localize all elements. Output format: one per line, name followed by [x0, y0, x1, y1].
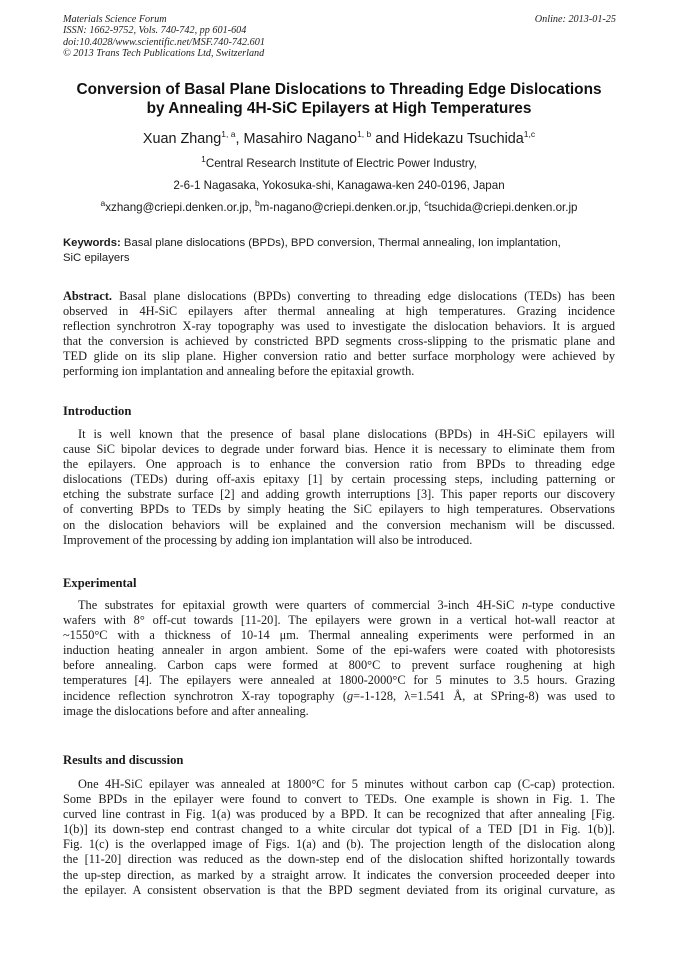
abstract: Abstract. Basal plane dislocations (BPDs) converting to threading edge dislocations (TEDs) has been observed in 4H-SiC epilayers after thermal annealing at high temperatures. Grazing incidence reflection synchrotron X-ray topography was used to investigate the dislocation behaviors. It is argued that the conversion is achieved by constricted BPD segments cross-slipping to the prismatic plane and TED glide on its slip plane. Higher conversion ratio and better surface morphology were achieved by performing ion implantation and annealing before the epitaxial growth.: [63, 289, 615, 379]
author-emails: $^a$xzhang@criepi.denken.or.jp, $^b$m-nagano@criepi.denken.or.jp, $^c$tsuchida@criepi.denken.or.jp: [100, 198, 578, 214]
author-list: [40, 130, 638, 148]
email-link[interactable]: m-nagano@criepi.denken.or.jp,: [259, 201, 425, 214]
journal-issn: ISSN: 1662-9752, Vols. 740-742, pp 601-604: [63, 25, 247, 37]
email-link[interactable]: xzhang@criepi.denken.or.jp,: [105, 201, 255, 214]
author-affil-marker: 1,c: [523, 129, 536, 140]
paper-title: [40, 81, 638, 119]
results-body: One 4H-SiC epilayer was annealed at 1800°C for 5 minutes without carbon cap (C-cap) protection. Some BPDs in the epilayer were found to convert to TEDs. One example is shown in Fig. 1. The curved line contrast in Fig. 1(a) was produced by a BPD. It can be recognized that after annealing [Fig. 1(b)] its down-step end contrast changed to a white circular dot typical of a TED [D1 in Fig. 1(b)]. Fig. 1(c) is the overlapped image of Figs. 1(a) and (b). The projection length of the dislocation along the [11-20] direction was reduced as the down-step end of the dislocation shifted horizontally towards the up-step direction, as marked by a straight arrow. It indicates the conversion proceeded deeper into the epilayer. A consistent observation is that the BPD segment deviated from its original curvature, as: [63, 777, 615, 897]
affiliation-institute: $^1$Central Research Institute of Electric Power Industry,: [201, 154, 477, 170]
author-affil-marker: 1, a: [221, 129, 236, 140]
author-name: Hidekazu Tsuchida: [403, 131, 524, 147]
journal-doi[interactable]: doi:10.4028/www.scientific.net/MSF.740-742.601: [63, 36, 265, 48]
keywords: [63, 236, 619, 266]
journal-name: Materials Science Forum: [63, 14, 167, 25]
keywords-line-2: SiC epilayers: [63, 252, 130, 264]
keywords-line-1: Basal plane dislocations (BPDs), BPD conversion, Thermal annealing, Ion implantation,: [123, 237, 561, 249]
affil-marker: 1: [201, 154, 206, 165]
author-name: Xuan Zhang: [142, 131, 222, 147]
experimental-body: The substrates for epitaxial growth were quarters of commercial 3-inch 4H-SiC n-type conductive wafers with 8° off-cut towards [11-20]. The epilayers were grown in a vertical hot-wall reactor at ~1550°C with a thickness of 10-14 μm. Thermal annealing experiments were performed in an induction heating annealer in argon ambient. Some of the epi-wafers were coated with photoresists before annealing. Carbon caps were formed at 800°C to prevent surface roughening at high temperatures [4]. The epilayers were annealed at 1800-2000°C for 5 minutes to 3.5 hours. Grazing incidence reflection synchrotron X-ray topography (g=-1-128, λ=1.541 Å, at SPring-8) was used to image the dislocations before and after annealing.: [63, 598, 616, 718]
author-separator: ,: [235, 131, 244, 147]
journal-info: [63, 14, 616, 60]
author-separator: and: [371, 131, 404, 147]
email-link[interactable]: tsuchida@criepi.denken.or.jp: [428, 201, 578, 214]
abstract-label: Abstract.: [63, 289, 113, 303]
author-name: Masahiro Nagano: [243, 131, 358, 147]
section-heading-introduction: Introduction: [63, 404, 132, 418]
journal-copyright: © 2013 Trans Tech Publications Ltd, Switzerland: [63, 48, 265, 60]
author-affil-marker: 1, b: [357, 129, 372, 140]
title-line-2: by Annealing 4H-SiC Epilayers at High Temperatures: [146, 99, 532, 117]
section-heading-results: Results and discussion: [63, 753, 184, 767]
journal-header: [63, 14, 616, 60]
online-date: Online: 2013-01-25: [534, 14, 616, 25]
title-line-1: Conversion of Basal Plane Dislocations to Threading Edge Dislocations: [76, 81, 602, 98]
affiliation-address: 2-6-1 Nagasaka, Yokosuka-shi, Kanagawa-ken 240-0196, Japan: [173, 179, 505, 192]
section-heading-experimental: Experimental: [63, 576, 137, 590]
keywords-label: Keywords:: [63, 237, 121, 249]
introduction-body: It is well known that the presence of basal plane dislocations (BPDs) in 4H-SiC epilayers will cause SiC bipolar devices to degrade under forward bias. Hence it is necessary to eliminate them from the epilayers. One approach is to enhance the conversion ratio from BPDs to threading edge dislocations (TEDs) during off-axis epitaxy [1] by certain processing steps, including patterning or etching the substrate surface [2] and adding growth interruptions [3]. This paper reports our discovery of converting BPDs to TEDs by simply heating the SiC epilayers to high temperatures. Observations on the dislocation behaviors will be explained and the conversion mechanism will be discussed. Improvement of the processing by adding ion implantation will also be introduced.: [63, 427, 615, 547]
